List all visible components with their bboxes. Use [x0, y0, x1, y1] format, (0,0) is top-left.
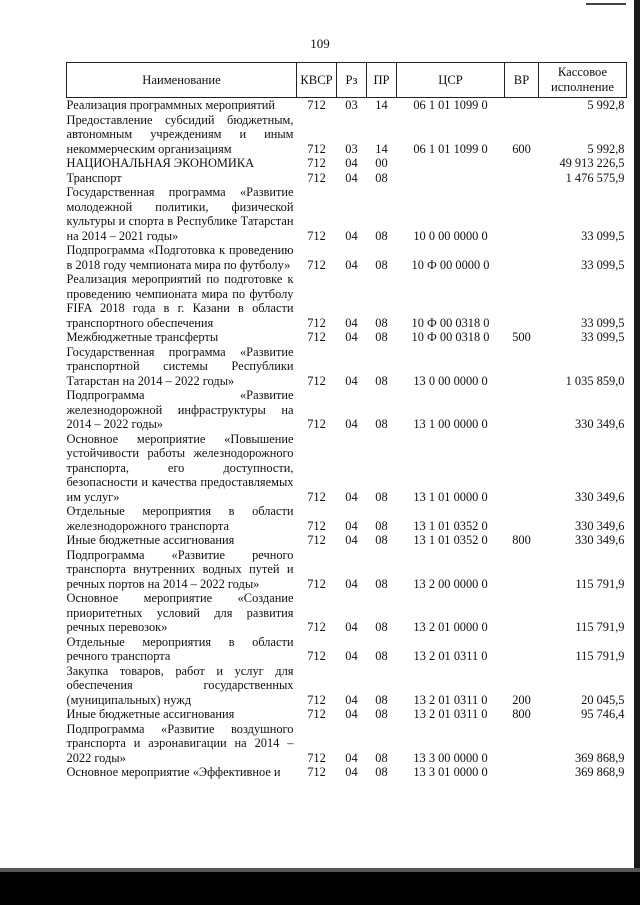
scan-bottom-edge — [0, 872, 640, 905]
cell-name: Подпрограмма «Развитие воздушного транспорта и аэронавигации на 2014 – 2022 годы» — [66, 721, 294, 765]
cell-name: НАЦИОНАЛЬНАЯ ЭКОНОМИКА — [66, 156, 255, 170]
cell-kvsr: 712 — [307, 98, 326, 112]
cell-amount: 33 099,5 — [581, 330, 625, 344]
cell-csr: 13 3 00 0000 0 — [413, 750, 488, 765]
header-rz: Рз — [337, 63, 367, 98]
cell-csr: 13 3 01 0000 0 — [413, 765, 488, 779]
cell-amount: 1 035 859,0 — [565, 373, 625, 388]
cell-kvsr: 712 — [307, 649, 326, 663]
cell-csr: 13 2 01 0311 0 — [413, 649, 488, 663]
cell-rz: 03 — [345, 98, 358, 112]
cell-vr — [505, 243, 539, 272]
table-row — [67, 156, 627, 171]
cell-csr — [397, 171, 505, 186]
cell-rz: 04 — [345, 489, 358, 504]
cell-csr: 13 2 01 0311 0 — [413, 707, 488, 721]
cell-amount: 49 913 226,5 — [559, 156, 625, 170]
cell-vr — [505, 388, 539, 432]
cell-amount: 20 045,5 — [581, 692, 625, 707]
table-body — [67, 98, 627, 780]
table-row — [67, 664, 627, 708]
cell-vr — [505, 635, 539, 664]
table-row — [67, 591, 627, 635]
cell-kvsr: 712 — [307, 156, 326, 170]
cell-kvsr: 712 — [307, 417, 326, 431]
cell-rz: 04 — [345, 417, 358, 431]
cell-csr: 06 1 01 1099 0 — [413, 141, 488, 156]
cell-csr: 10 Ф 00 0318 0 — [411, 315, 490, 330]
cell-vr — [505, 548, 539, 592]
cell-rz: 04 — [345, 707, 358, 721]
cell-rz: 04 — [345, 533, 358, 547]
cell-csr: 06 1 01 1099 0 — [413, 98, 488, 112]
cell-name: Государственная программа «Развитие молодежной политики, физической культуры и спорта в Республике Татарстан на 2014 – 2021 годы» — [66, 185, 294, 243]
cell-pr: 00 — [375, 156, 388, 170]
page-number: 109 — [310, 36, 330, 51]
table-row — [67, 113, 627, 157]
cell-kvsr: 712 — [307, 330, 326, 344]
cell-name: Реализация программных мероприятий — [66, 98, 276, 112]
cell-csr: 13 1 01 0000 0 — [413, 489, 488, 504]
table-row — [67, 548, 627, 592]
cell-rz: 04 — [345, 576, 358, 591]
cell-vr — [505, 591, 539, 635]
table-header — [67, 63, 627, 98]
cell-rz: 04 — [345, 257, 358, 272]
cell-kvsr: 712 — [307, 257, 326, 272]
table-row — [67, 185, 627, 243]
cell-rz: 04 — [345, 750, 358, 765]
header-csr: ЦСР — [397, 63, 505, 98]
cell-pr: 08 — [375, 170, 388, 185]
cell-name: Отдельные мероприятия в области железнодорожного транспорта — [66, 504, 294, 533]
cell-name: Подпрограмма «Развитие речного транспорта внутренних водных путей и речных портов на 2014 – 2022 годы» — [66, 547, 294, 591]
cell-kvsr: 712 — [307, 576, 326, 591]
header-kvsr: КВСР — [297, 63, 337, 98]
table-row — [67, 533, 627, 548]
cell-csr: 10 0 00 0000 0 — [413, 228, 488, 243]
cell-amount: 1 476 575,9 — [565, 170, 625, 185]
table-row — [67, 330, 627, 345]
table-row — [67, 171, 627, 186]
cell-vr — [505, 98, 539, 113]
header-vr: ВР — [505, 63, 539, 98]
cell-vr: 600 — [512, 141, 531, 156]
cell-amount: 330 349,6 — [574, 518, 625, 533]
cell-vr: 800 — [512, 707, 531, 721]
cell-csr: 13 1 01 0352 0 — [413, 518, 488, 533]
cell-csr: 13 2 00 0000 0 — [413, 576, 488, 591]
cell-kvsr: 712 — [307, 315, 326, 330]
cell-pr: 08 — [375, 750, 388, 765]
table-row — [67, 243, 627, 272]
cell-csr: 13 2 01 0000 0 — [413, 620, 488, 634]
cell-vr: 800 — [512, 533, 531, 547]
table-row — [67, 432, 627, 505]
cell-amount: 5 992,8 — [587, 141, 625, 156]
table-row — [67, 722, 627, 766]
cell-name: Основное мероприятие «Повышение устойчивости работы железнодорожного транспорта, его доступности, безопасности и качества предоставляемых им услуг» — [66, 431, 294, 504]
cell-vr — [505, 272, 539, 330]
cell-rz: 04 — [345, 649, 358, 663]
cell-name: Транспорт — [66, 170, 122, 185]
cell-kvsr: 712 — [307, 533, 326, 547]
cell-amount: 5 992,8 — [587, 98, 625, 112]
cell-name: Предоставление субсидий бюджетным, автономным учреждениям и иным некоммерческим организациям — [66, 112, 294, 156]
cell-amount: 330 349,6 — [574, 533, 625, 547]
cell-kvsr: 712 — [307, 228, 326, 243]
cell-name: Межбюджетные трансферты — [66, 330, 219, 344]
cell-pr: 08 — [375, 692, 388, 707]
cell-vr: 200 — [512, 692, 531, 707]
cell-kvsr: 712 — [307, 373, 326, 388]
header-amount: Кассовое исполнение — [539, 63, 627, 98]
cell-kvsr: 712 — [307, 518, 326, 533]
scan-corner-mark — [586, 3, 626, 5]
budget-table — [66, 62, 627, 780]
cell-vr — [505, 156, 539, 171]
cell-pr: 08 — [375, 576, 388, 591]
cell-pr: 08 — [375, 330, 388, 344]
cell-name: Реализация мероприятий по подготовке к проведению чемпионата мира по футболу FIFA 2018 года в г. Казани в области транспортного обеспечения — [66, 272, 294, 330]
cell-amount: 330 349,6 — [574, 489, 625, 504]
cell-name: Государственная программа «Развитие транспортной системы Республики Татарстан на 2014 – 2022 годы» — [66, 344, 294, 388]
cell-name: Подпрограмма «Подготовка к проведению в 2018 году чемпионата мира по футболу» — [66, 243, 294, 272]
cell-pr: 08 — [375, 373, 388, 388]
cell-kvsr: 712 — [307, 620, 326, 634]
cell-pr: 08 — [375, 315, 388, 330]
cell-rz: 04 — [345, 170, 358, 185]
cell-amount: 115 791,9 — [575, 649, 625, 663]
cell-pr: 08 — [375, 649, 388, 663]
cell-name: Иные бюджетные ассигнования — [66, 707, 235, 721]
cell-kvsr: 712 — [307, 170, 326, 185]
cell-kvsr: 712 — [307, 489, 326, 504]
cell-amount: 115 791,9 — [575, 576, 625, 591]
cell-name: Иные бюджетные ассигнования — [66, 533, 235, 547]
table-row — [67, 98, 627, 113]
cell-pr: 08 — [375, 228, 388, 243]
cell-csr: 13 1 00 0000 0 — [413, 417, 488, 431]
cell-vr — [505, 171, 539, 186]
table-row — [67, 504, 627, 533]
cell-rz: 03 — [345, 141, 358, 156]
cell-pr: 08 — [375, 620, 388, 634]
cell-rz: 04 — [345, 156, 358, 170]
cell-amount: 33 099,5 — [581, 228, 625, 243]
cell-amount: 95 746,4 — [581, 707, 625, 721]
cell-vr: 500 — [512, 330, 531, 344]
table-row — [67, 388, 627, 432]
table-row — [67, 707, 627, 722]
cell-csr: 13 0 00 0000 0 — [413, 373, 488, 388]
cell-pr: 08 — [375, 518, 388, 533]
cell-pr: 08 — [375, 533, 388, 547]
cell-kvsr: 712 — [307, 765, 326, 779]
cell-amount: 369 868,9 — [574, 750, 625, 765]
cell-vr — [505, 722, 539, 766]
cell-name: Основное мероприятие «Создание приоритетных условий для развития речных перевозок» — [66, 591, 294, 634]
cell-rz: 04 — [345, 518, 358, 533]
cell-rz: 04 — [345, 692, 358, 707]
cell-amount: 33 099,5 — [581, 257, 625, 272]
cell-pr: 08 — [375, 257, 388, 272]
cell-rz: 04 — [345, 315, 358, 330]
cell-amount: 369 868,9 — [574, 765, 625, 779]
cell-pr: 14 — [375, 98, 388, 112]
cell-vr — [505, 345, 539, 389]
cell-pr: 08 — [375, 417, 388, 431]
cell-kvsr: 712 — [307, 692, 326, 707]
cell-amount: 115 791,9 — [575, 620, 625, 634]
table-row — [67, 345, 627, 389]
cell-kvsr: 712 — [307, 750, 326, 765]
cell-vr — [505, 185, 539, 243]
cell-rz: 04 — [345, 228, 358, 243]
cell-vr — [505, 765, 539, 780]
cell-kvsr: 712 — [307, 141, 326, 156]
cell-kvsr: 712 — [307, 707, 326, 721]
cell-csr: 10 Ф 00 0000 0 — [411, 257, 490, 272]
cell-csr — [397, 156, 505, 171]
cell-pr: 08 — [375, 707, 388, 721]
cell-csr: 13 2 01 0311 0 — [413, 692, 488, 707]
header-pr: ПР — [367, 63, 397, 98]
scan-right-edge — [634, 0, 640, 905]
cell-rz: 04 — [345, 330, 358, 344]
cell-name: Основное мероприятие «Эффективное и — [66, 765, 281, 779]
table-row — [67, 272, 627, 330]
cell-amount: 330 349,6 — [574, 417, 625, 431]
cell-rz: 04 — [345, 373, 358, 388]
cell-name: Отдельные мероприятия в области речного транспорта — [66, 634, 294, 663]
cell-pr: 08 — [375, 489, 388, 504]
header-name: Наименование — [67, 63, 297, 98]
cell-name: Закупка товаров, работ и услуг для обеспечения государственных (муниципальных) нужд — [66, 663, 294, 707]
cell-rz: 04 — [345, 765, 358, 779]
cell-pr: 08 — [375, 765, 388, 779]
cell-amount: 33 099,5 — [581, 315, 625, 330]
cell-vr — [505, 504, 539, 533]
cell-vr — [505, 432, 539, 505]
cell-rz: 04 — [345, 620, 358, 634]
cell-pr: 14 — [375, 141, 388, 156]
table-row — [67, 635, 627, 664]
cell-name: Подпрограмма «Развитие железнодорожной инфраструктуры на 2014 – 2022 годы» — [66, 388, 294, 431]
cell-csr: 10 Ф 00 0318 0 — [411, 330, 490, 344]
cell-csr: 13 1 01 0352 0 — [413, 533, 488, 547]
table-row — [67, 765, 627, 780]
